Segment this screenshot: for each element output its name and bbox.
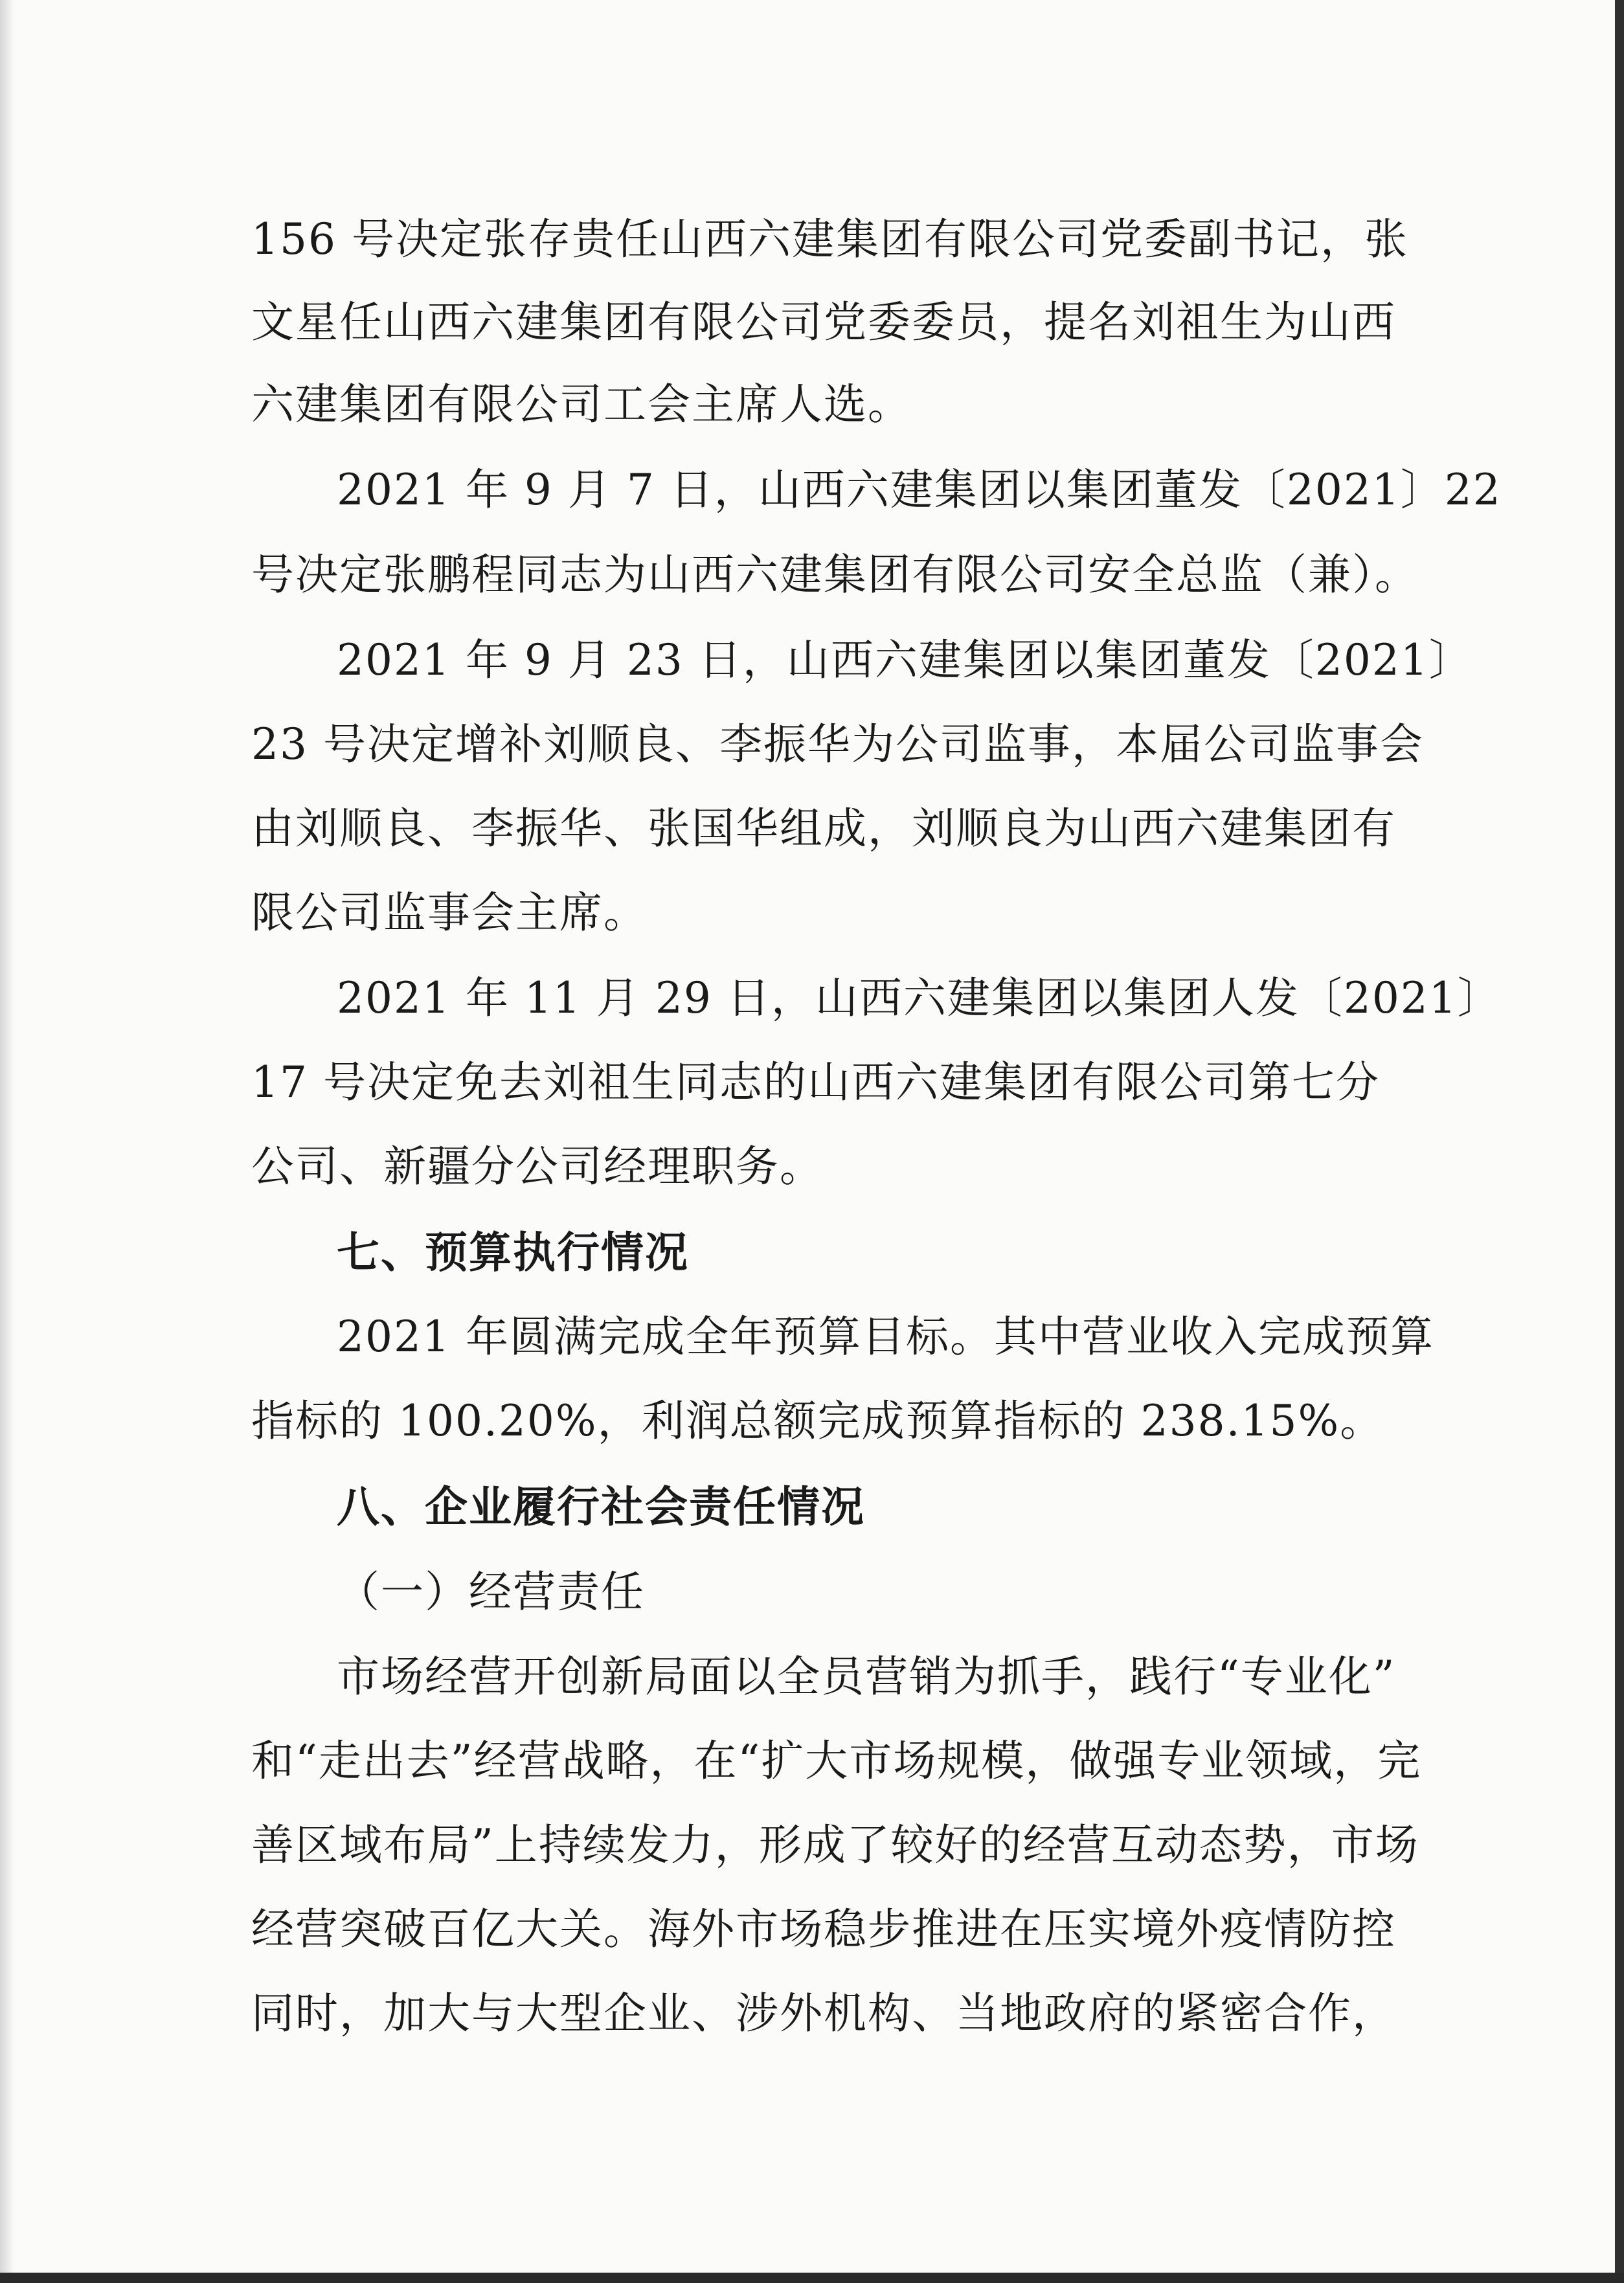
paragraph-line: 号决定张鹏程同志为山西六建集团有限公司安全总监（兼）。 — [251, 550, 1419, 600]
paragraph-line: 由刘顺良、李振华、张国华组成，刘顺良为山西六建集团有 — [251, 804, 1396, 853]
section-heading: 八、企业履行社会责任情况 — [337, 1481, 865, 1532]
paragraph-line: 市场经营开创新局面以全员营销为抓手，践行“专业化” — [337, 1652, 1396, 1702]
paragraph-line: 156 号决定张存贵任山西六建集团有限公司党委副书记，张 — [251, 214, 1408, 264]
paragraph-line: 同时，加大与大型企业、涉外机构、当地政府的紧密合作， — [251, 1988, 1396, 2038]
paragraph-line: 2021 年 9 月 23 日，山西六建集团以集团董发〔2021〕 — [337, 635, 1473, 685]
paragraph-line: 经营突破百亿大关。海外市场稳步推进在压实境外疫情防控 — [251, 1904, 1396, 1954]
paragraph-line: 17 号决定免去刘祖生同志的山西六建集团有限公司第七分 — [251, 1057, 1380, 1107]
paragraph-line: 2021 年 9 月 7 日，山西六建集团以集团董发〔2021〕22 — [337, 465, 1502, 515]
paragraph-line: 公司、新疆分公司经理职务。 — [251, 1142, 824, 1191]
paragraph-line: 2021 年圆满完成全年预算目标。其中营业收入完成预算 — [337, 1312, 1434, 1362]
paragraph-line: 文星任山西六建集团有限公司党委委员，提名刘祖生为山西 — [251, 297, 1396, 347]
paragraph-line: 限公司监事会主席。 — [251, 888, 648, 938]
paragraph-line: 六建集团有限公司工会主席人选。 — [251, 379, 912, 429]
paragraph-line: 2021 年 11 月 29 日，山西六建集团以集团人发〔2021〕 — [337, 973, 1502, 1023]
subsection-heading: （一）经营责任 — [337, 1567, 645, 1617]
paragraph-line: 善区域布局”上持续发力，形成了较好的经营互动态势，市场 — [251, 1820, 1419, 1870]
paragraph-line: 和“走出去”经营战略，在“扩大市场规模，做强专业领域，完 — [251, 1736, 1422, 1786]
paragraph-line: 指标的 100.20%，利润总额完成预算指标的 238.15%。 — [251, 1396, 1384, 1446]
section-heading: 七、预算执行情况 — [337, 1227, 689, 1277]
paragraph-line: 23 号决定增补刘顺良、李振华为公司监事，本届公司监事会 — [251, 719, 1424, 769]
